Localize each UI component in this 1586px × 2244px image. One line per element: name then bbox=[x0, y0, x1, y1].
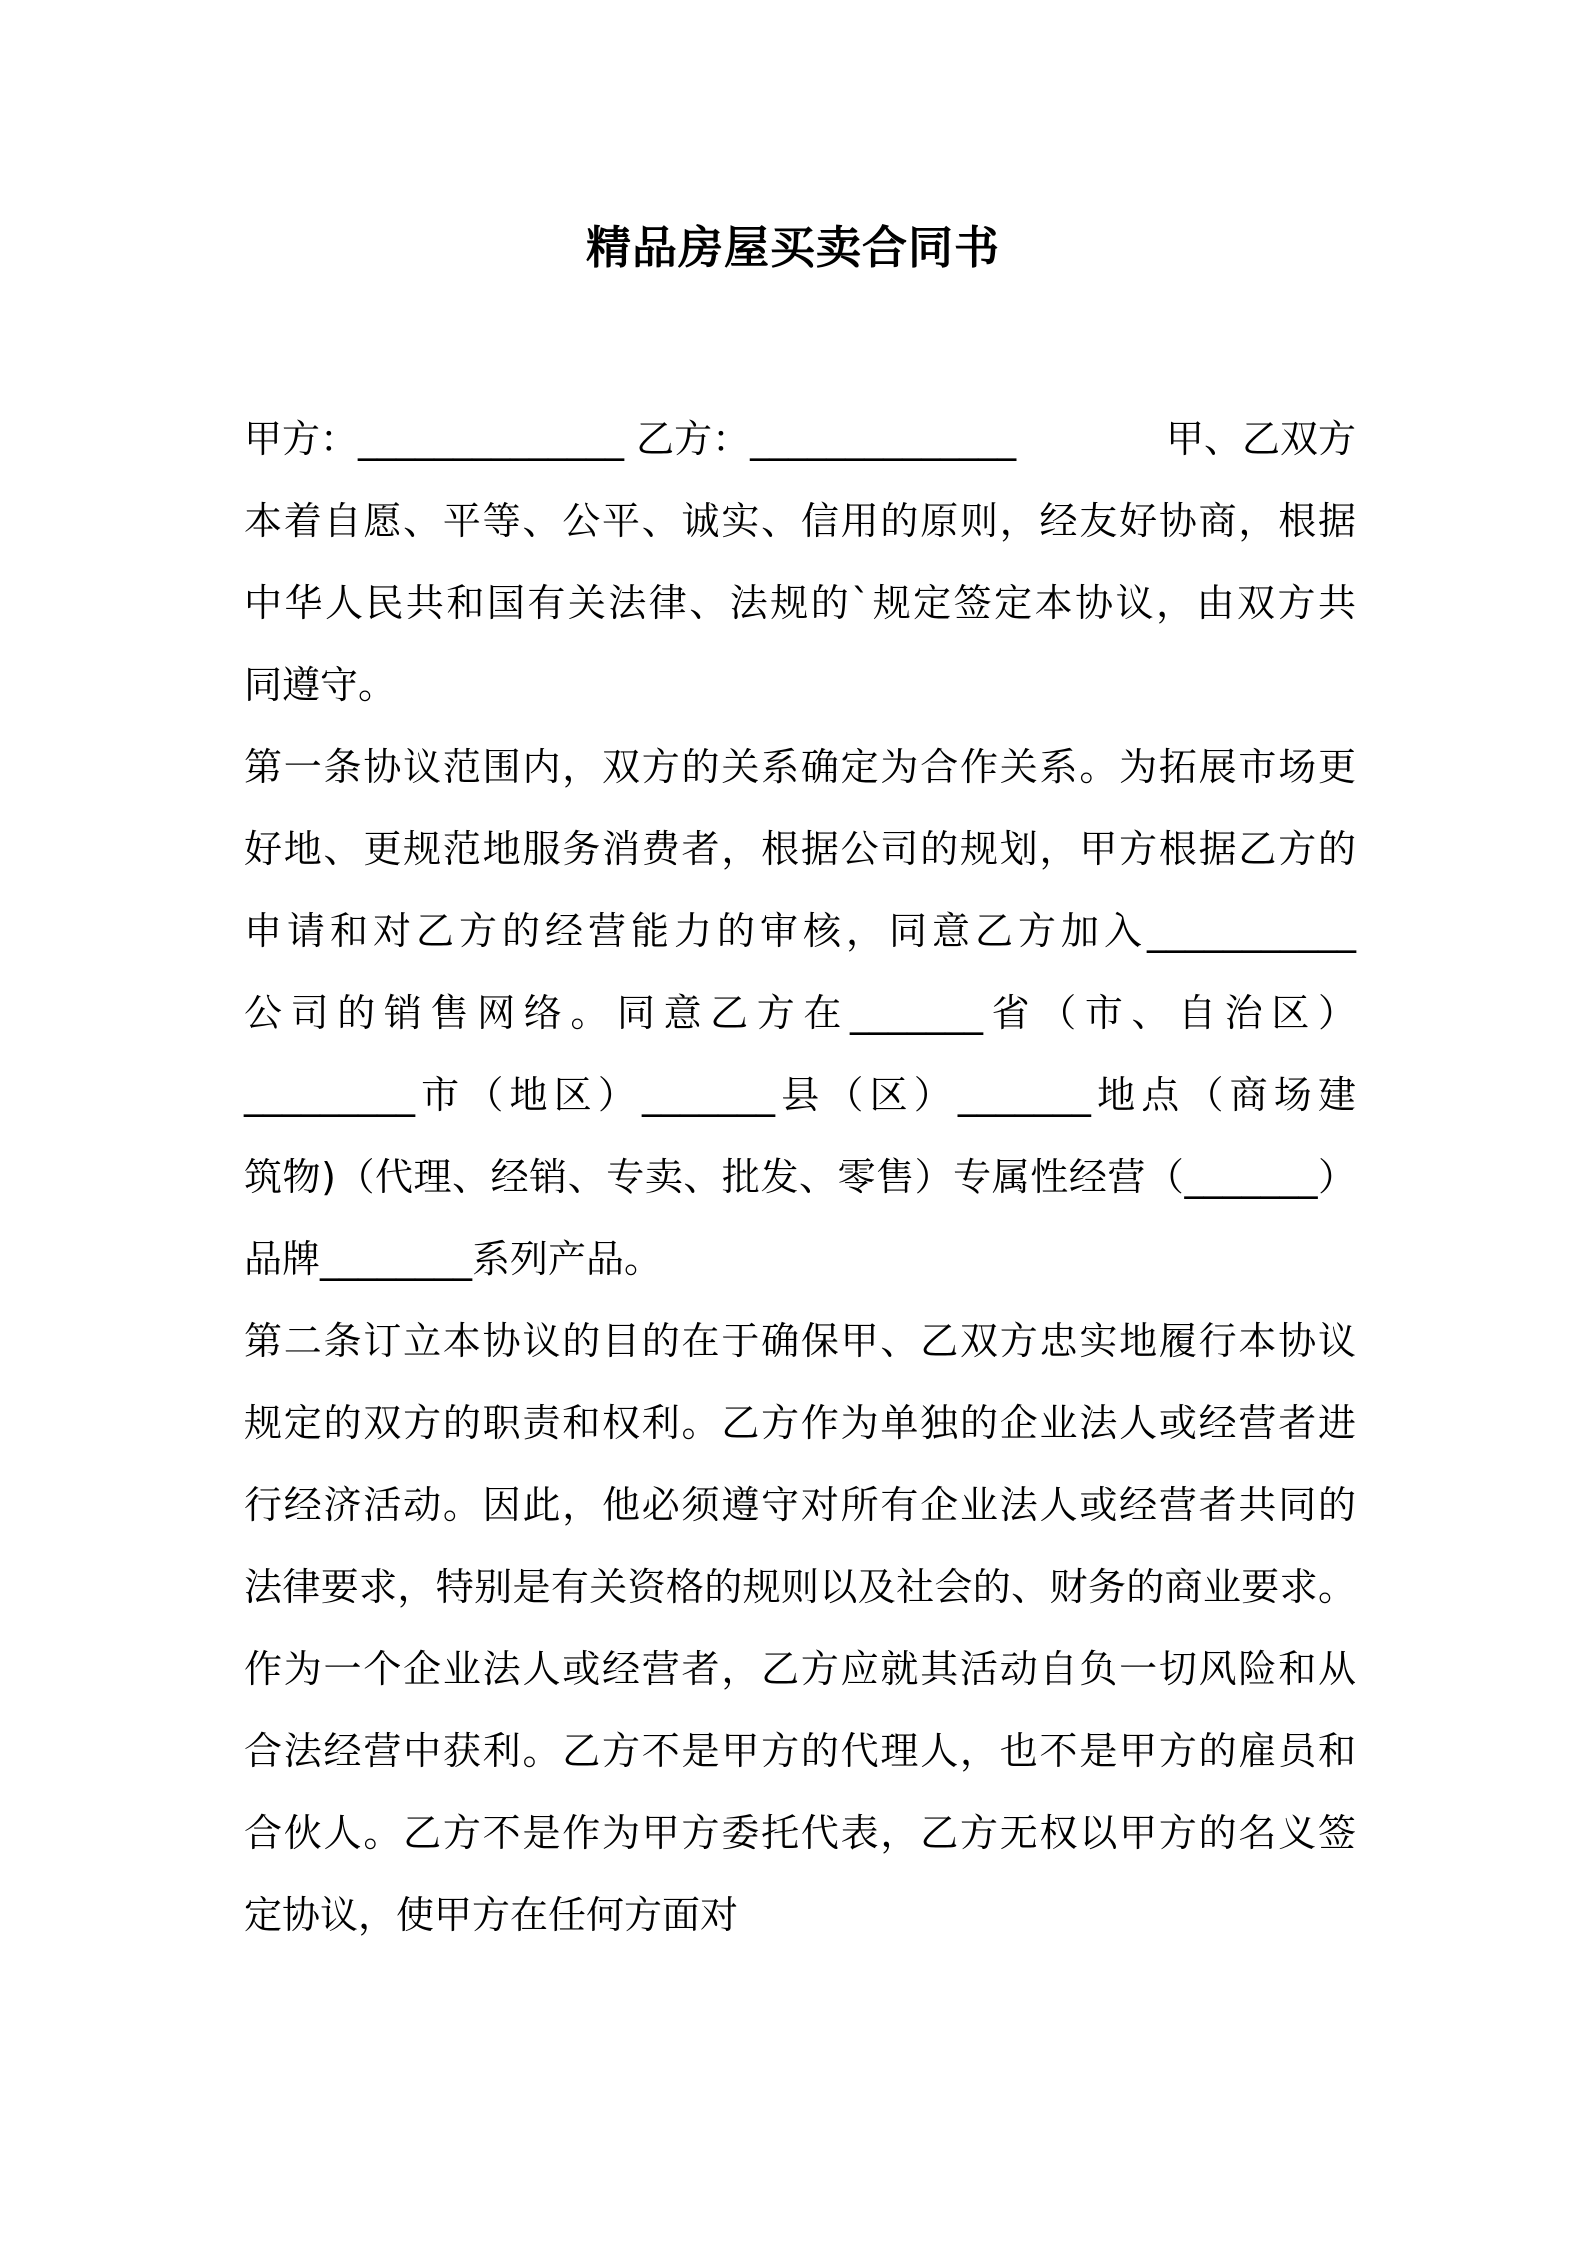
paragraph-line: 筑物)（代理、经销、专卖、批发、零售）专属性经营（_______） bbox=[244, 1155, 1356, 1199]
paragraph-line: 中华人民共和国有关法律、法规的`规定签定本协议，由双方共 bbox=[244, 581, 1356, 625]
paragraph-line: 合法经营中获利。乙方不是甲方的代理人，也不是甲方的雇员和 bbox=[244, 1729, 1356, 1773]
paragraph-line: 合伙人。乙方不是作为甲方委托代表，乙方无权以甲方的名义签 bbox=[244, 1811, 1356, 1855]
paragraph-line: 行经济活动。因此，他必须遵守对所有企业法人或经营者共同的 bbox=[244, 1483, 1356, 1527]
parties-blanks: 甲方：______________ 乙方：______________ bbox=[244, 417, 1017, 461]
document-body bbox=[244, 398, 1356, 1956]
paragraph-line: 好地、更规范地服务消费者，根据公司的规划，甲方根据乙方的 bbox=[244, 827, 1356, 871]
paragraph-line: 品牌________系列产品。 bbox=[244, 1237, 663, 1281]
paragraph-line: _________市（地区）_______县（区）_______地点（商场建 bbox=[244, 1073, 1356, 1117]
paragraph-line: 申请和对乙方的经营能力的审核，同意乙方加入___________ bbox=[244, 909, 1356, 953]
paragraph-line: 同遵守。 bbox=[244, 663, 397, 707]
parties-both-label: 甲、乙双方 bbox=[1165, 417, 1356, 461]
paragraph-line: 第二条订立本协议的目的在于确保甲、乙双方忠实地履行本协议 bbox=[244, 1319, 1356, 1363]
paragraph-line: 定协议，使甲方在任何方面对 bbox=[244, 1893, 739, 1937]
paragraph-line: 作为一个企业法人或经营者，乙方应就其活动自负一切风险和从 bbox=[244, 1647, 1356, 1691]
paragraph-line: 法律要求，特别是有关资格的规则以及社会的、财务的商业要求。 bbox=[244, 1565, 1356, 1609]
paragraph-line: 公司的销售网络。同意乙方在_______省（市、自治区） bbox=[244, 991, 1356, 1035]
paragraph-line: 第一条协议范围内，双方的关系确定为合作关系。为拓展市场更 bbox=[244, 745, 1356, 789]
paragraph-line: 规定的双方的职责和权利。乙方作为单独的企业法人或经营者进 bbox=[244, 1401, 1356, 1445]
paragraph-line: 本着自愿、平等、公平、诚实、信用的原则，经友好协商，根据 bbox=[244, 499, 1356, 543]
parties-line bbox=[244, 398, 1356, 480]
document-title: 精品房屋买卖合同书 bbox=[585, 221, 1000, 274]
